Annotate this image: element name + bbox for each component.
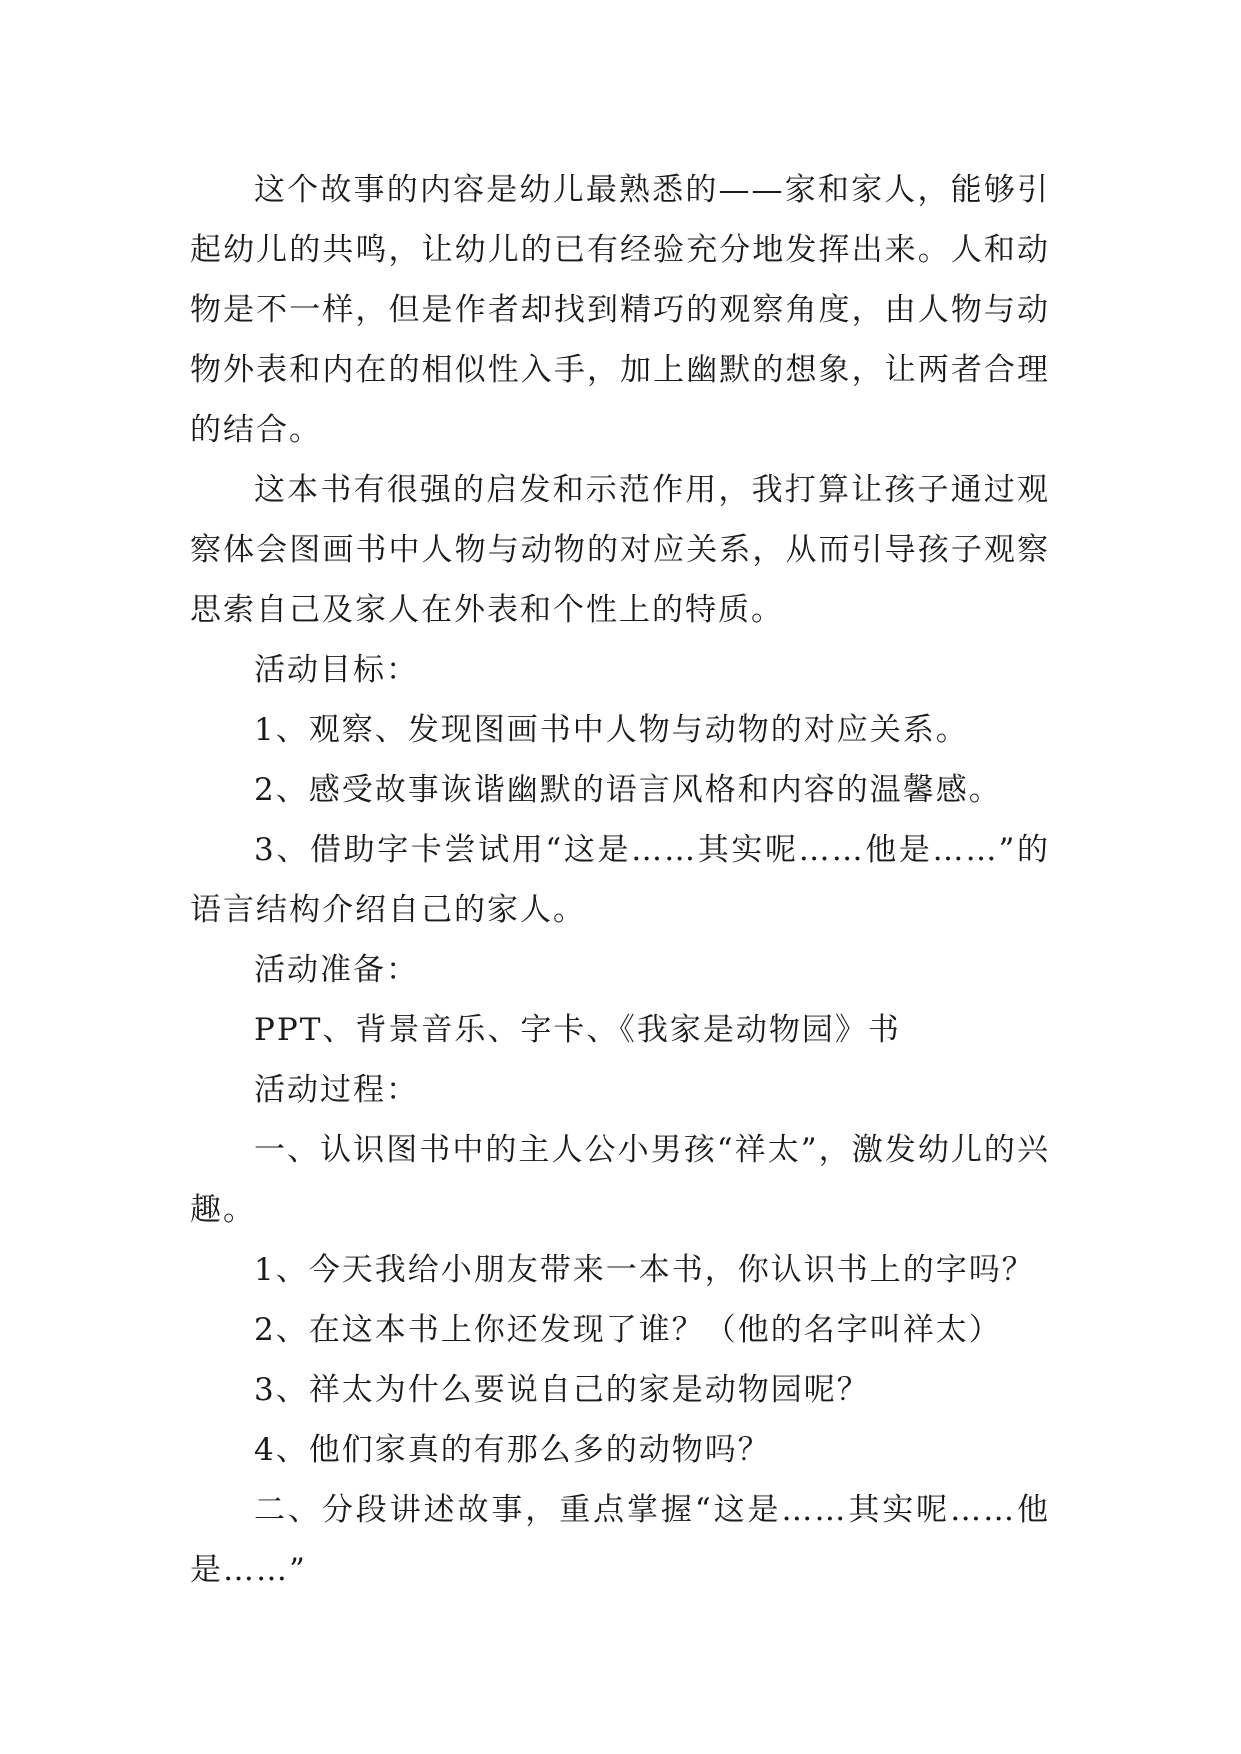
- goal-item-2: 2、感受故事诙谐幽默的语言风格和内容的温馨感。: [254, 772, 1002, 808]
- goal-item-3: 3、借助字卡尝试用“这是……其实呢……他是……”的语言结构介绍自己的家人。: [190, 832, 1050, 928]
- heading-activity-prep: 活动准备：: [254, 952, 419, 988]
- question-item-3: 3、祥太为什么要说自己的家是动物园呢？: [254, 1372, 870, 1408]
- document-page: [190, 160, 1050, 1600]
- paragraph-intro-1: 这个故事的内容是幼儿最熟悉的——家和家人，能够引起幼儿的共鸣，让幼儿的已有经验充分地发挥出来。人和动物是不一样，但是作者却找到精巧的观察角度，由人物与动物外表和内在的相似性入手，加上幽默的想象，让两者合理的结合。: [190, 172, 1050, 448]
- prep-materials: PPT、背景音乐、字卡、《我家是动物园》书: [254, 1012, 901, 1048]
- heading-activity-goals: 活动目标：: [254, 652, 419, 688]
- goal-item-1: 1、观察、发现图画书中人物与动物的对应关系。: [254, 712, 969, 748]
- paragraph-intro-2: 这本书有很强的启发和示范作用，我打算让孩子通过观察体会图画书中人物与动物的对应关系，从而引导孩子观察思索自己及家人在外表和个性上的特质。: [190, 472, 1050, 628]
- process-step-2: 二、分段讲述故事，重点掌握“这是……其实呢……他是……”: [190, 1492, 1050, 1588]
- question-item-2: 2、在这本书上你还发现了谁？（他的名字叫祥太）: [254, 1312, 1002, 1348]
- question-item-1: 1、今天我给小朋友带来一本书，你认识书上的字吗？: [254, 1252, 1035, 1288]
- question-item-4: 4、他们家真的有那么多的动物吗？: [254, 1432, 771, 1468]
- process-step-1: 一、认识图书中的主人公小男孩“祥太”，激发幼儿的兴趣。: [190, 1132, 1050, 1228]
- heading-activity-process: 活动过程：: [254, 1072, 419, 1108]
